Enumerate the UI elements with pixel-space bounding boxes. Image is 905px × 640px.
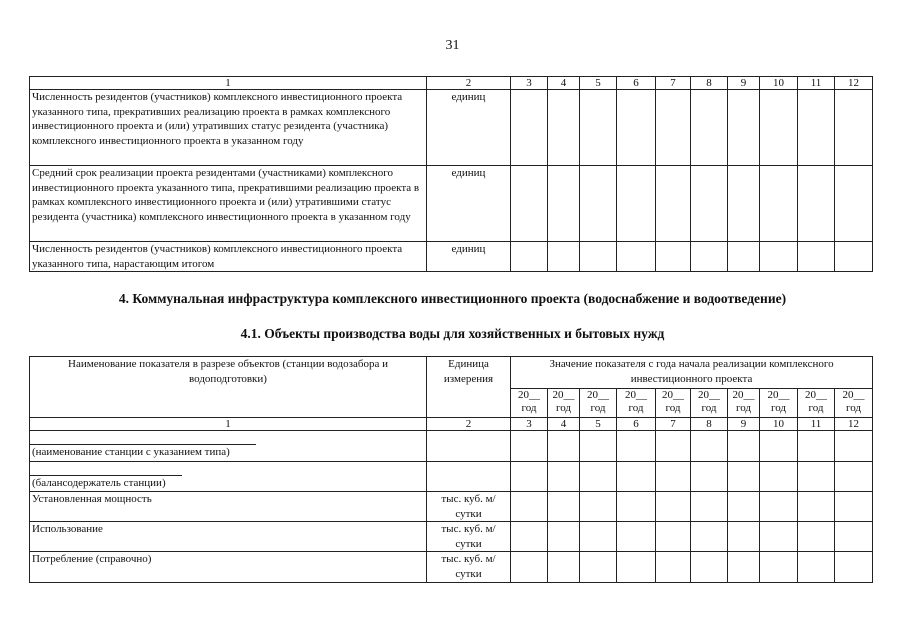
indicator-name-header: Наименование показателя в разрезе объектов (станции водозабора и водоподготовки) [30, 357, 427, 418]
column-number: 2 [427, 418, 511, 431]
station-name-cell: (наименование станции с указанием типа) [30, 431, 427, 462]
year-header: 20__ год [798, 389, 835, 418]
year-header: 20__ год [656, 389, 691, 418]
year-header: 20__ год [548, 389, 580, 418]
column-number: 2 [427, 77, 511, 90]
column-number: 3 [511, 77, 548, 90]
indicator-name: Установленная мощность [30, 492, 427, 522]
indicator-name: Средний срок реализации проекта резидентами (участниками) комплексного инвестиционного проекта указанного типа, прекратившими реализацию проекта в рамках комплексного инвестиционного проекта и (или) утратившими статус резидента (участника) комплексного инвестиционного проекта в указанном году [30, 166, 427, 242]
indicators-table-continued [29, 76, 873, 272]
table-row [30, 462, 873, 492]
table-row [30, 552, 873, 582]
column-number: 5 [580, 418, 617, 431]
water-production-table [29, 356, 873, 583]
table-row [30, 431, 873, 462]
table-row [30, 242, 873, 272]
header-row [30, 357, 873, 389]
indicator-unit: тыс. куб. м/сутки [427, 492, 511, 522]
indicator-name: Численность резидентов (участников) комплексного инвестиционного проекта указанного типа, нарастающим итогом [30, 242, 427, 272]
column-number: 3 [511, 418, 548, 431]
indicator-unit [427, 462, 511, 492]
column-number: 8 [691, 418, 728, 431]
column-number-row [30, 77, 873, 90]
column-number: 7 [656, 77, 691, 90]
indicator-name: Использование [30, 522, 427, 552]
table-row [30, 166, 873, 242]
indicator-name: Численность резидентов (участников) комплексного инвестиционного проекта указанного типа, прекративших реализацию проекта в рамках комплексного инвестиционного проекта и (или) утративших статус резидента (участника) комплексного инвестиционного проекта в указанном году [30, 90, 427, 166]
column-number: 11 [798, 77, 835, 90]
year-header: 20__ год [580, 389, 617, 418]
column-number: 5 [580, 77, 617, 90]
year-header: 20__ год [835, 389, 873, 418]
year-header: 20__ год [617, 389, 656, 418]
column-number: 7 [656, 418, 691, 431]
indicator-unit: единиц [427, 166, 511, 242]
column-number: 12 [835, 418, 873, 431]
indicator-unit: единиц [427, 90, 511, 166]
indicator-unit: единиц [427, 242, 511, 272]
column-number: 6 [617, 77, 656, 90]
section-4-heading: 4. Коммунальная инфраструктура комплексного инвестиционного проекта (водоснабжение и водоотведение) [118, 291, 787, 306]
table-row [30, 492, 873, 522]
year-header: 20__ год [511, 389, 548, 418]
column-number: 1 [30, 77, 427, 90]
indicator-name: Потребление (справочно) [30, 552, 427, 582]
column-number: 12 [835, 77, 873, 90]
indicator-unit: тыс. куб. м/сутки [427, 522, 511, 552]
year-header: 20__ год [691, 389, 728, 418]
page-number: 31 [445, 38, 460, 53]
indicator-unit [427, 431, 511, 462]
section-4-1-heading: 4.1. Объекты производства воды для хозяйственных и бытовых нужд [240, 326, 665, 341]
column-number-row [30, 418, 873, 431]
value-header: Значение показателя с года начала реализации комплексного инвестиционного проекта [511, 357, 873, 389]
column-number: 9 [728, 418, 760, 431]
column-number: 6 [617, 418, 656, 431]
column-number: 10 [760, 418, 798, 431]
column-number: 9 [728, 77, 760, 90]
column-number: 8 [691, 77, 728, 90]
table-row [30, 522, 873, 552]
year-header: 20__ год [760, 389, 798, 418]
column-number: 4 [548, 418, 580, 431]
station-owner-cell: (балансодержатель станции) [30, 462, 427, 492]
column-number: 10 [760, 77, 798, 90]
year-header: 20__ год [728, 389, 760, 418]
column-number: 11 [798, 418, 835, 431]
table-row [30, 90, 873, 166]
indicator-unit: тыс. куб. м/сутки [427, 552, 511, 582]
column-number: 4 [548, 77, 580, 90]
column-number: 1 [30, 418, 427, 431]
blank-line [30, 462, 182, 476]
blank-line [30, 431, 256, 445]
unit-header: Единица измерения [427, 357, 511, 418]
